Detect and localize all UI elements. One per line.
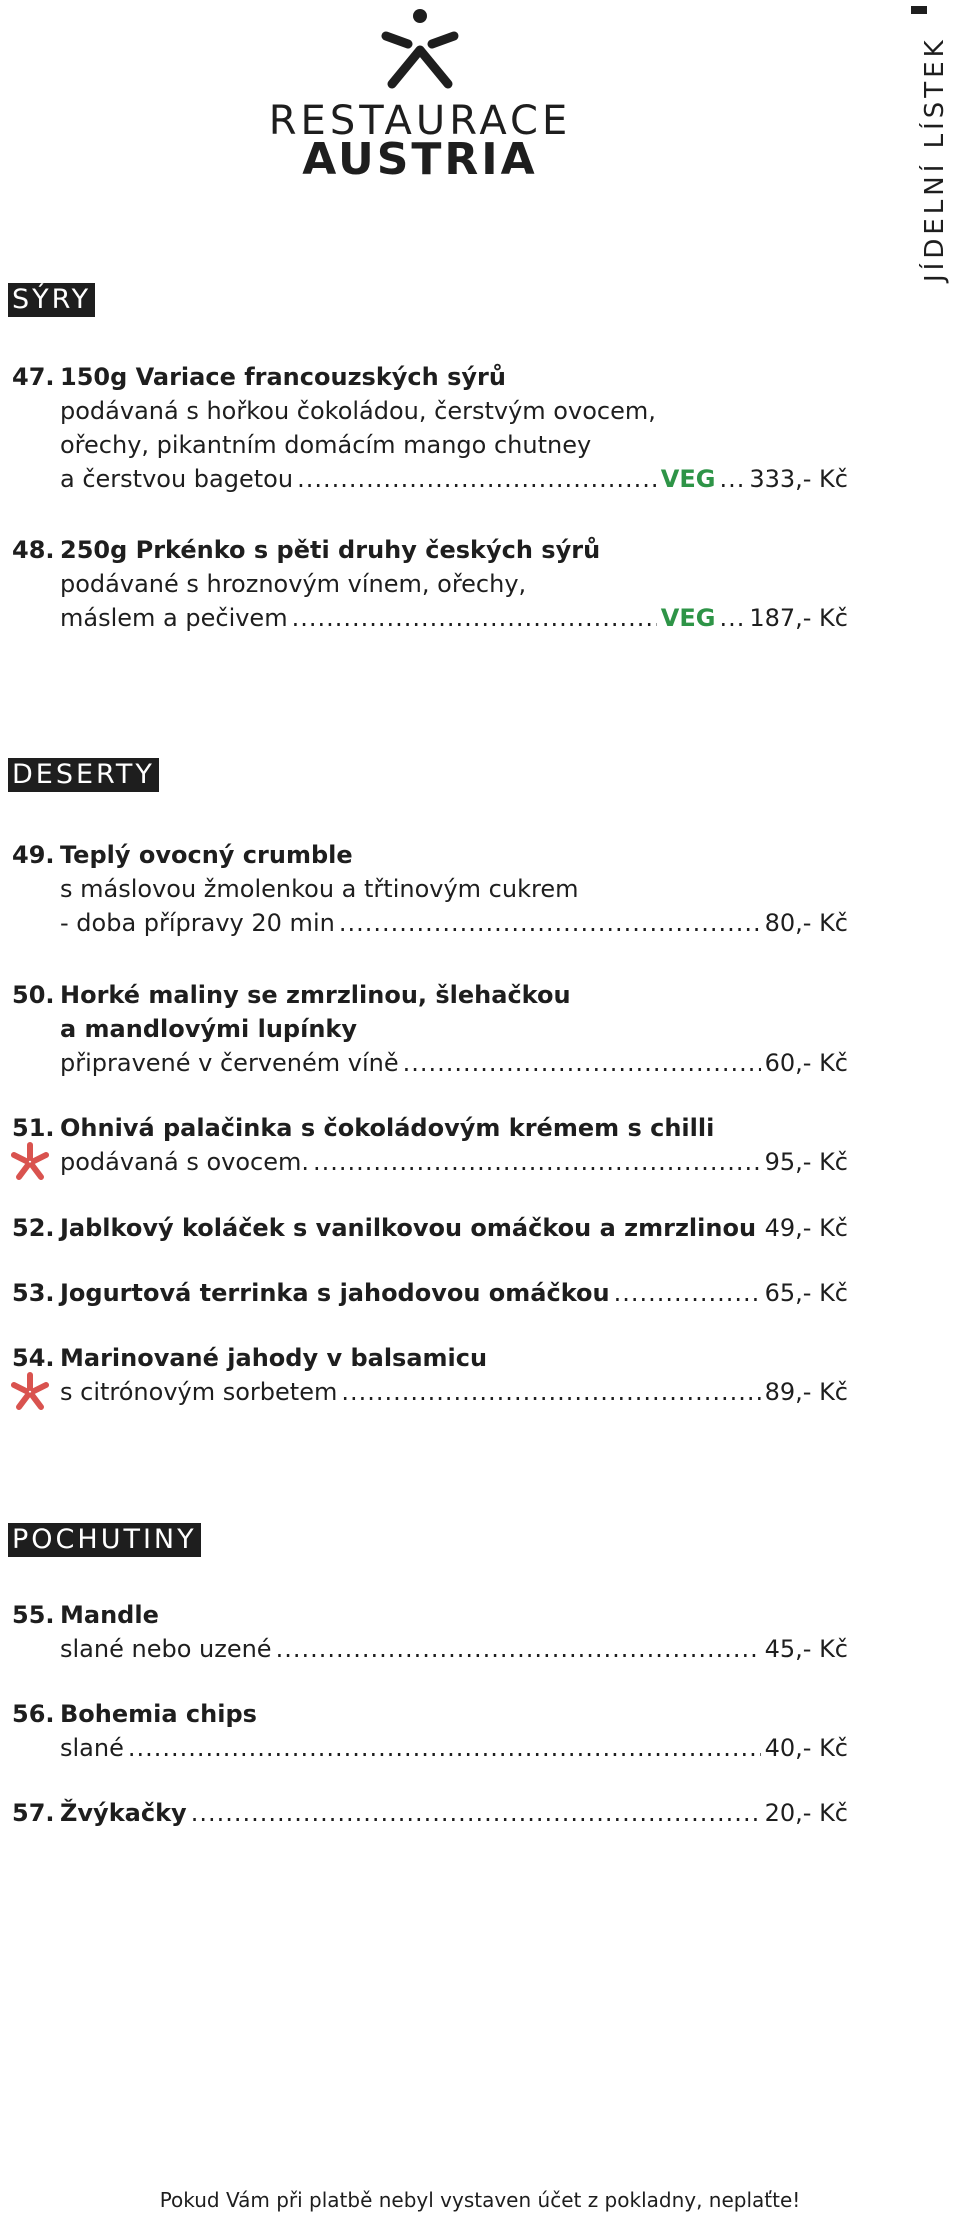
menu-item-55: [12, 1598, 848, 1666]
item-price: 89,- Kč: [764, 1378, 848, 1406]
dot-leader: [191, 1796, 761, 1830]
menu-item-47: [12, 360, 848, 496]
item-description: a čerstvou bagetou: [60, 465, 294, 493]
item-number: 56.: [12, 1700, 55, 1728]
dot-leader: [339, 906, 761, 940]
menu-item-54: [12, 1341, 848, 1409]
item-name: Žvýkačky: [60, 1799, 187, 1827]
section-cheese: SÝRY: [8, 283, 95, 317]
side-marker: [911, 6, 927, 14]
menu-item-53: [12, 1276, 848, 1310]
item-number: 54.: [12, 1344, 55, 1372]
item-name: Teplý ovocný crumble: [60, 841, 353, 869]
dot-leader: [292, 601, 657, 635]
item-name: 150g Variace francouzských sýrů: [60, 363, 506, 391]
item-number: 51.: [12, 1114, 55, 1142]
item-number: 50.: [12, 981, 55, 1009]
item-price: 60,- Kč: [764, 1049, 848, 1077]
menu-item-56: [12, 1697, 848, 1765]
item-name: Jogurtová terrinka s jahodovou omáčkou: [60, 1279, 610, 1307]
item-description: slané nebo uzené: [60, 1635, 272, 1663]
menu-item-57: [12, 1796, 848, 1830]
item-name: Mandle: [60, 1601, 159, 1629]
item-number: 55.: [12, 1601, 55, 1629]
dot-leader: [760, 1211, 761, 1245]
menu-item-52: [12, 1211, 848, 1245]
item-number: 49.: [12, 841, 55, 869]
item-price: 95,- Kč: [764, 1148, 848, 1176]
menu-item-50: [12, 978, 848, 1080]
item-name: a mandlovými lupínky: [60, 1015, 358, 1043]
item-number: 48.: [12, 536, 55, 564]
dot-leader: [341, 1375, 760, 1409]
item-number: 53.: [12, 1279, 55, 1307]
menu-item-49: [12, 838, 848, 940]
dot-leader: [297, 462, 657, 496]
dot-leader: [313, 1145, 761, 1179]
dot-leader: [276, 1632, 761, 1666]
item-price: 40,- Kč: [764, 1734, 848, 1762]
menu-item-51: [12, 1111, 848, 1179]
item-price: 333,- Kč: [749, 465, 848, 493]
section-desserts: DESERTY: [8, 758, 159, 792]
item-price: 187,- Kč: [749, 604, 848, 632]
item-price: 49,- Kč: [764, 1214, 848, 1242]
restaurant-logo: [260, 6, 580, 185]
menu-item-48: [12, 533, 848, 635]
item-price: 45,- Kč: [764, 1635, 848, 1663]
item-description: podávaná s ovocem.: [60, 1148, 309, 1176]
item-description: podávané s hroznovým vínem, ořechy,: [60, 570, 527, 598]
item-description: s citrónovým sorbetem: [60, 1378, 338, 1406]
item-number: 57.: [12, 1799, 55, 1827]
item-number: 52.: [12, 1214, 55, 1242]
item-name: Ohnivá palačinka s čokoládovým krémem s chilli: [60, 1114, 715, 1142]
dot-leader: [403, 1046, 761, 1080]
item-description: podávaná s hořkou čokoládou, čerstvým ovocem,: [60, 397, 656, 425]
dot-leader: [128, 1731, 761, 1765]
dot-leader: [614, 1276, 761, 1310]
item-name: Horké maliny se zmrzlinou, šlehačkou: [60, 981, 571, 1009]
side-title: JÍDELNÍ LÍSTEK: [920, 36, 950, 282]
item-price: 80,- Kč: [764, 909, 848, 937]
veg-badge: VEG: [660, 604, 716, 632]
item-description: slané: [60, 1734, 124, 1762]
item-description: - doba přípravy 20 min: [60, 909, 335, 937]
dot-leader: ...: [719, 465, 746, 493]
item-name: Bohemia chips: [60, 1700, 257, 1728]
item-description: ořechy, pikantním domácím mango chutney: [60, 431, 592, 459]
item-description: připravené v červeném víně: [60, 1049, 399, 1077]
dot-leader: ...: [719, 604, 746, 632]
item-number: 47.: [12, 363, 55, 391]
item-price: 20,- Kč: [764, 1799, 848, 1827]
item-name: 250g Prkénko s pěti druhy českých sýrů: [60, 536, 601, 564]
item-name: Marinované jahody v balsamicu: [60, 1344, 488, 1372]
section-snacks: POCHUTINY: [8, 1523, 201, 1557]
item-description: máslem a pečivem: [60, 604, 288, 632]
item-name: Jablkový koláček s vanilkovou omáčkou a zmrzlinou: [60, 1214, 757, 1242]
item-description: s máslovou žmolenkou a třtinovým cukrem: [60, 875, 579, 903]
veg-badge: VEG: [660, 465, 716, 493]
logo-text-restaurace: RESTAURACE: [268, 98, 572, 144]
item-price: 65,- Kč: [764, 1279, 848, 1307]
star-burst-logo-icon: [380, 6, 460, 90]
receipt-notice: Pokud Vám při platbě nebyl vystaven účet z pokladny, neplaťte!: [159, 2188, 801, 2212]
logo-text-austria: AUSTRIA: [302, 134, 538, 185]
